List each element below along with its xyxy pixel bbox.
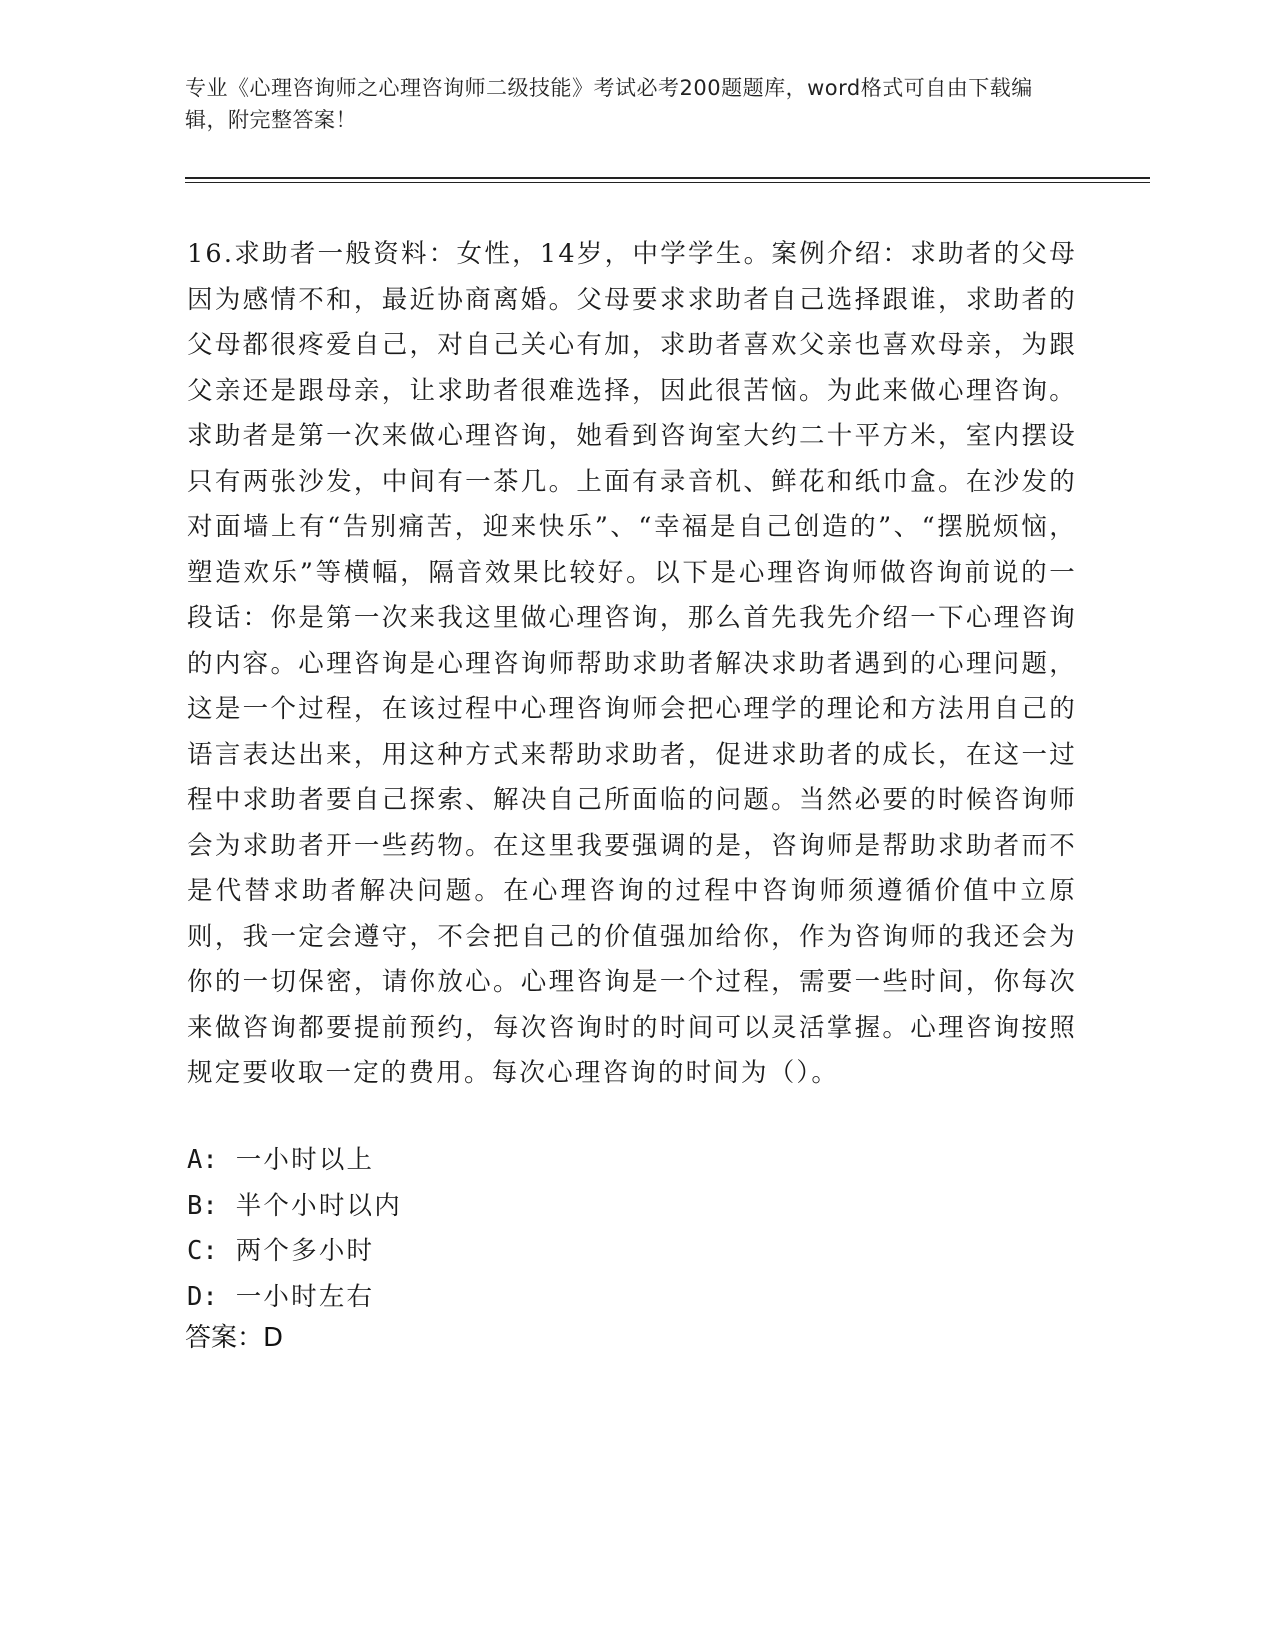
option-c-letter: C: [187,1236,218,1266]
option-b-letter: B: [187,1190,218,1221]
answer-key: 答案：D [185,1323,284,1353]
option-d-text: 一小时左右 [235,1281,375,1312]
question-text: 16.求助者一般资料：女性，14岁，中学学生。案例介绍：求助者的父母因为感情不和，最近协商离婚。父母要求求助者自己选择跟谁，求助者的父母都很疼爱自己，对自己关心有加，求助者喜欢父亲也喜欢母亲，为跟父亲还是跟母亲，让求助者很难选择，因此很苦恼。为此来做心理咨询。求助者是第一次来做心理咨询，她看到咨询室大约二十平方米，室内摆设只有两张沙发，中间有一茶几。上面有录音机、鲜花和纸巾盒。在沙发的对面墙上有“告别痛苦，迎来快乐”、“幸福是自己创造的”、“摆脱烦恼，塑造欢乐”等横幅，隔音效果比较好。以下是心理咨询师做咨询前说的一段话：你是第一次来我这里做心理咨询，那么首先我先介绍一下心理咨询的内容。心理咨询是心理咨询师帮助求助者解决求助者遇到的心理问题，这是一个过程，在该过程中心理咨询师会把心理学的理论和方法用自己的语言表达出来，用这种方式来帮助求助者，促进求助者的成长，在这一过程中求助者要自己探索、解决自己所面临的问题。当然必要的时候咨询师会为求助者开一些药物。在这里我要强调的是，咨询师是帮助求助者而不是代替求助者解决问题。在心理咨询的过程中咨询师须遵循价值中立原则，我一定会遵守，不会把自己的价值强加给你，作为咨询师的我还会为你的一切保密，请你放心。心理咨询是一个过程，需要一些时间，你每次来做咨询都要提前预约，每次咨询时的时间可以灵活掌握。心理咨询按照规定要收取一定的费用。每次心理咨询的时间为（）。 [187,239,1077,1088]
answer-options [187,1138,1067,1320]
option-a-letter: A: [187,1145,218,1175]
header-divider-thick [185,177,1150,179]
option-b-text: 半个小时以内 [235,1190,402,1221]
option-d-letter: D: [187,1281,218,1312]
document-header: 专业《心理咨询师之心理咨询师二级技能》考试必考200题题库，word格式可自由下载编辑，附完整答案！ [185,76,1033,132]
option-a-text: 一小时以上 [235,1145,375,1175]
option-a [187,1138,1067,1184]
header-divider-thin [185,182,1150,183]
option-d [187,1275,1067,1321]
option-c-text: 两个多小时 [235,1236,375,1266]
option-b [187,1184,1067,1230]
option-c [187,1229,1067,1275]
